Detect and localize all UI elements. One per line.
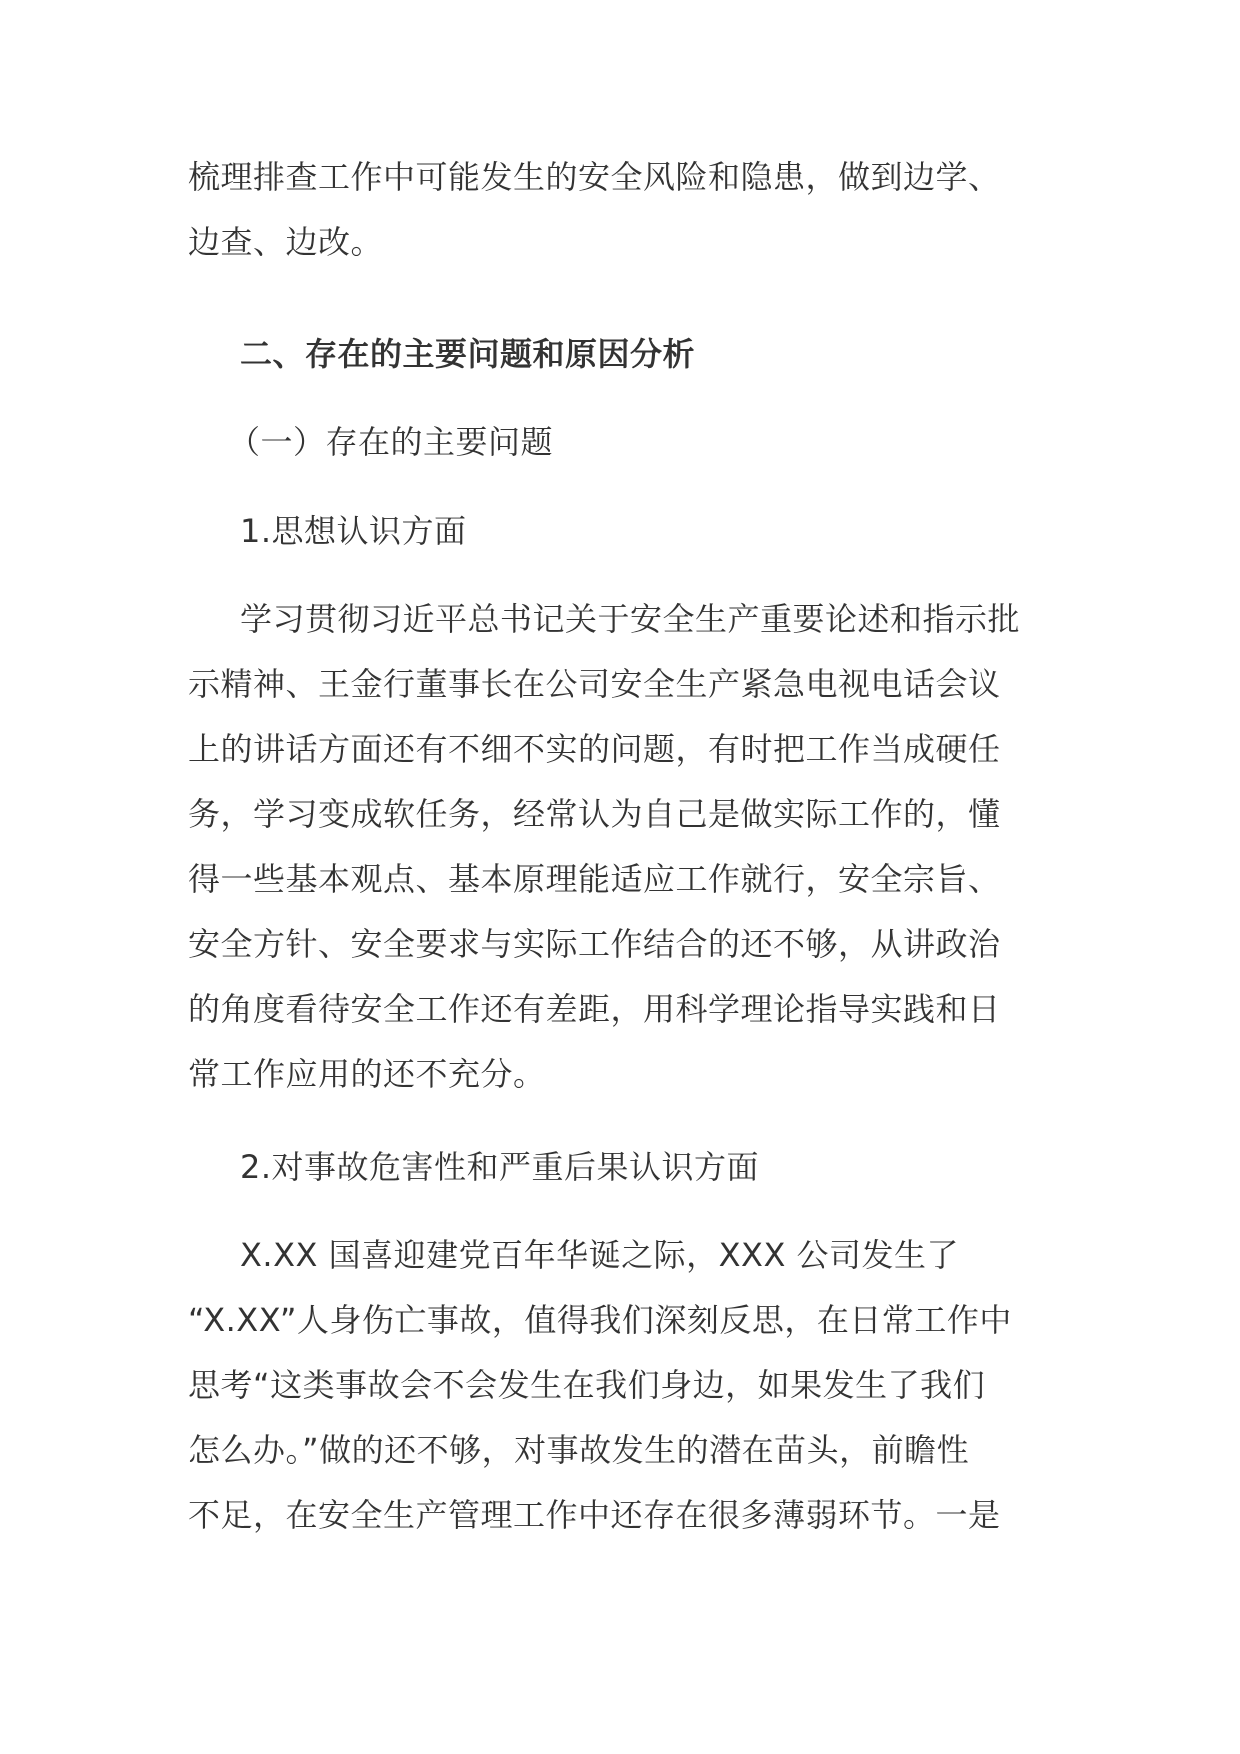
item-title-text: 1.思想认识方面 — [240, 512, 467, 550]
item-title — [188, 499, 1068, 564]
item-title-text: 2.对事故危害性和严重后果认识方面 — [240, 1148, 760, 1186]
paragraph-line: 不足，在安全生产管理工作中还存在很多薄弱环节。一是 — [188, 1496, 1001, 1534]
paragraph-line: 安全方针、安全要求与实际工作结合的还不够，从讲政治 — [188, 925, 1001, 963]
paragraph-line: 怎么办。”做的还不够，对事故发生的潜在苗头，前瞻性 — [188, 1431, 970, 1469]
paragraph-line: X.XX 国喜迎建党百年华诞之际，XXX 公司发生了 — [240, 1236, 960, 1274]
paragraph-line: 务，学习变成软任务，经常认为自己是做实际工作的，懂 — [188, 795, 1001, 833]
paragraph-line: 边查、边改。 — [188, 223, 384, 261]
paragraph-line: 示精神、王金行董事长在公司安全生产紧急电视电话会议 — [188, 665, 1001, 703]
subheading-text: （一）存在的主要问题 — [228, 423, 554, 461]
paragraph-item-2 — [188, 1223, 1068, 1548]
paragraph-line: 梳理排查工作中可能发生的安全风险和隐患，做到边学、 — [188, 158, 1001, 196]
paragraph-line: “X.XX”人身伤亡事故，值得我们深刻反思，在日常工作中 — [188, 1301, 1012, 1339]
paragraph-intro — [188, 145, 1068, 275]
paragraph-line: 得一些基本观点、基本原理能适应工作就行，安全宗旨、 — [188, 860, 1001, 898]
section-heading-text: 二、存在的主要问题和原因分析 — [240, 335, 696, 373]
paragraph-item-1 — [188, 587, 1068, 1107]
paragraph-line: 常工作应用的还不充分。 — [188, 1055, 546, 1093]
paragraph-line: 学习贯彻习近平总书记关于安全生产重要论述和指示批 — [240, 600, 1021, 638]
item-title — [188, 1135, 1068, 1200]
paragraph-line: 思考“这类事故会不会发生在我们身边，如果发生了我们 — [188, 1366, 986, 1404]
paragraph-line: 的角度看待安全工作还有差距，用科学理论指导实践和日 — [188, 990, 1001, 1028]
subheading — [188, 410, 1068, 475]
section-heading — [188, 322, 1068, 387]
paragraph-line: 上的讲话方面还有不细不实的问题，有时把工作当成硬任 — [188, 730, 1001, 768]
